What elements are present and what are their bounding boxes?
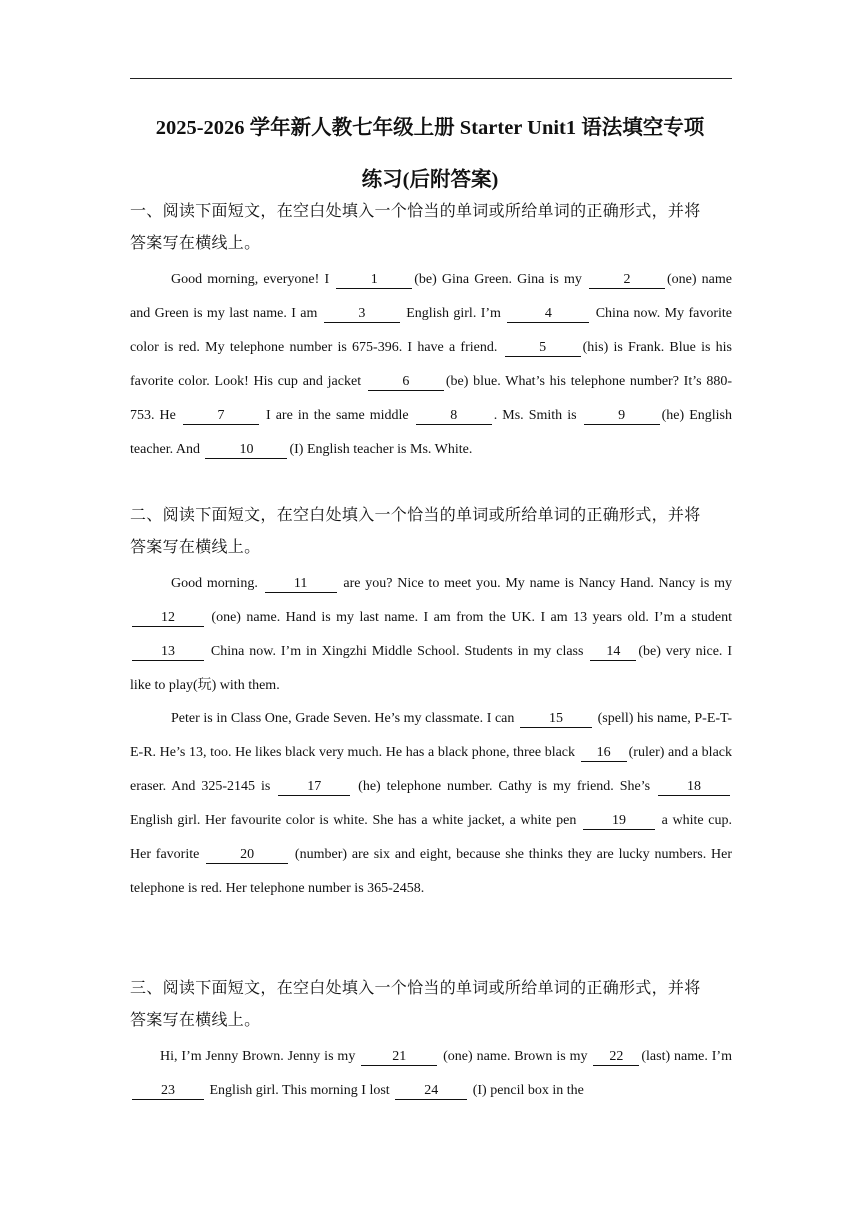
passage-text: (ruler) and a black eraser. And 325-2145 is — [130, 745, 733, 794]
blank-18[interactable]: 18 — [658, 779, 730, 796]
passage-text: a white cup. Her favorite — [130, 813, 732, 862]
blank-20[interactable]: 20 — [206, 847, 288, 864]
blank-14[interactable]: 14 — [590, 644, 636, 661]
blank-16[interactable]: 16 — [581, 745, 627, 762]
blank-23[interactable]: 23 — [132, 1083, 204, 1100]
blank-11[interactable]: 11 — [265, 576, 337, 593]
passage-text: China now. My favorite color is red. My telephone number is 675-396. I have a friend. — [130, 306, 733, 355]
passage-text: I are in the same middle — [260, 408, 414, 423]
passage-text: English girl. I’m — [401, 306, 506, 321]
passage-text: (be) blue. What’s his telephone number? It’s 880-753. He — [130, 374, 732, 423]
section-3-heading-line-1: 三、阅读下面短文，在空白处填入一个恰当的单词或所给单词的正确形式，并将 — [130, 980, 701, 997]
blank-8[interactable]: 8 — [416, 408, 492, 425]
blank-3[interactable]: 3 — [324, 306, 400, 323]
section-1-heading — [130, 196, 732, 260]
passage-text: (number) are six and eight, because she thinks they are lucky numbers. Her telephone is red. Her telephone number is 365-2458. — [130, 847, 732, 896]
blank-13[interactable]: 13 — [132, 644, 204, 661]
blank-12[interactable]: 12 — [132, 610, 204, 627]
passage-text: Good morning, everyone! I — [171, 272, 335, 287]
passage-text: Peter is in Class One, Grade Seven. He’s my classmate. I can — [171, 711, 519, 726]
section-2-heading-line-2: 答案写在横线上。 — [130, 539, 261, 556]
passage-text: (I) pencil box in the — [469, 1083, 584, 1098]
blank-21[interactable]: 21 — [361, 1049, 437, 1066]
blank-5[interactable]: 5 — [505, 340, 581, 357]
section-3-heading — [130, 973, 732, 1037]
passage-text: (I) English teacher is Ms. White. — [289, 442, 473, 457]
section-1-passage — [130, 263, 732, 467]
document-title — [120, 102, 740, 206]
section-3-heading-line-2: 答案写在横线上。 — [130, 1012, 261, 1029]
passage-text: (he) telephone number. Cathy is my friend. She’s — [352, 779, 656, 794]
blank-9[interactable]: 9 — [584, 408, 660, 425]
blank-10[interactable]: 10 — [205, 442, 287, 459]
section-2-heading-line-1: 二、阅读下面短文，在空白处填入一个恰当的单词或所给单词的正确形式，并将 — [130, 507, 701, 524]
blank-2[interactable]: 2 — [589, 272, 665, 289]
passage-text: (one) name and Green is my last name. I am — [130, 272, 732, 321]
section-1-heading-line-1: 一、阅读下面短文，在空白处填入一个恰当的单词或所给单词的正确形式，并将 — [130, 203, 701, 220]
blank-7[interactable]: 7 — [183, 408, 259, 425]
blank-4[interactable]: 4 — [507, 306, 589, 323]
title-line-2: 练习(后附答案) — [361, 169, 499, 191]
passage-text: (be) Gina Green. Gina is my — [414, 272, 587, 287]
section-2-passage-1 — [130, 567, 732, 703]
section-2-passage-2 — [130, 702, 732, 906]
passage-text: English girl. This morning I lost — [206, 1083, 394, 1098]
blank-6[interactable]: 6 — [368, 374, 444, 391]
passage-text: are you? Nice to meet you. My name is Nancy Hand. Nancy is my — [338, 576, 732, 591]
passage-text: English girl. Her favourite color is white. She has a white jacket, a white pen — [130, 813, 582, 828]
passage-text: . Ms. Smith is — [493, 408, 582, 423]
passage-text: (spell) his name, P-E-T-E-R. He’s 13, too. He likes black very much. He has a black phone, three black — [130, 711, 732, 760]
section-2-heading — [130, 500, 732, 564]
section-1-heading-line-2: 答案写在横线上。 — [130, 235, 261, 252]
blank-1[interactable]: 1 — [336, 272, 412, 289]
blank-24[interactable]: 24 — [395, 1083, 467, 1100]
passage-text: (one) name. Brown is my — [439, 1049, 592, 1064]
section-3-passage — [130, 1040, 732, 1108]
passage-text: (one) name. Hand is my last name. I am from the UK. I am 13 years old. I’m a student — [206, 610, 732, 625]
passage-text: (his) is Frank. Blue is his favorite color. Look! His cup and jacket — [130, 340, 732, 389]
title-line-1: 2025-2026 学年新人教七年级上册 Starter Unit1 语法填空专项 — [155, 117, 705, 139]
passage-text: China now. I’m in Xingzhi Middle School. Students in my class — [206, 644, 589, 659]
passage-text: (last) name. I’m — [641, 1049, 732, 1064]
blank-15[interactable]: 15 — [520, 711, 592, 728]
passage-text: Good morning. — [171, 576, 263, 591]
passage-text: (be) very nice. I like to play(玩) with them. — [130, 644, 732, 693]
passage-text: Hi, I’m Jenny Brown. Jenny is my — [160, 1049, 360, 1064]
blank-22[interactable]: 22 — [593, 1049, 639, 1066]
blank-19[interactable]: 19 — [583, 813, 655, 830]
passage-text: (he) English teacher. And — [130, 408, 732, 457]
header-rule — [130, 78, 732, 79]
blank-17[interactable]: 17 — [278, 779, 350, 796]
